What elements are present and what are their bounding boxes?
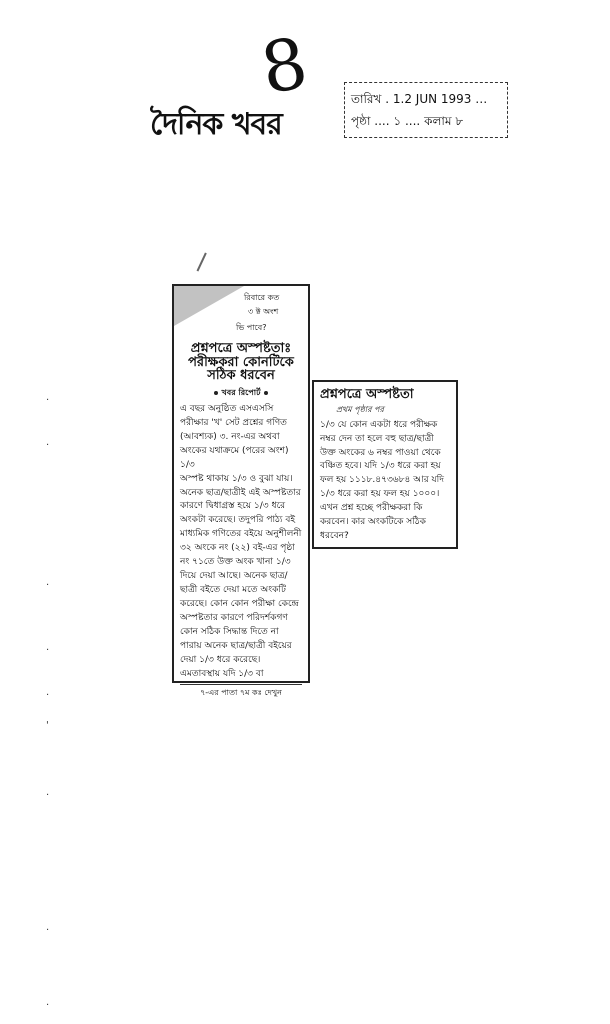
smudge-mark <box>197 253 220 278</box>
main-headline: প্রশ্নপত্রে অস্পষ্টতাঃ পরীক্ষকরা কোনটিকে সঠিক ধরবেন <box>188 341 294 384</box>
stamp-page-row: পৃষ্ঠা .... ১ .... কলাম ৮ <box>351 114 464 128</box>
continued-subhead: প্রথম পৃষ্ঠার পর <box>336 404 384 414</box>
continued-note: ৭-এর পাতা ৭ম কঃ দেখুন <box>180 684 302 700</box>
folded-corner <box>174 286 244 326</box>
byline: খবর রিপোর্ট <box>180 387 302 400</box>
stamp-date-label: তারিখ <box>351 92 382 106</box>
stamp-column-label: কলাম <box>424 114 452 128</box>
handwritten-mark: 8 <box>255 21 314 111</box>
stamp-date-row: তারিখ . 1.2 JUN 1993 … <box>351 92 488 106</box>
stamp-page-label: পৃষ্ঠা <box>351 114 371 128</box>
archive-stamp <box>344 82 508 138</box>
newspaper-masthead: দৈনিক খবর <box>150 107 282 142</box>
top-fragment-2: ৩ ক্ট অংশ <box>248 307 279 316</box>
continued-headline: প্রশ্নপত্রে অস্পষ্টতা <box>320 387 414 402</box>
main-paragraph-1: এ বছর অনুষ্ঠিত এসএসসি পরীক্ষার 'খ' সেট প্রশ্নের গণিত (আবশ্যক) ৩. নং-এর অথবা অংকের যথাক্রমে (পরের অংশ) ১/৩ <box>180 403 289 470</box>
stamp-date-value: 1.2 JUN 1993 <box>392 92 472 106</box>
news-clipping-continued <box>312 380 458 549</box>
top-fragment-1: রিবারে কত <box>244 293 280 302</box>
continued-paragraph: ১/৩ যে কোন একটা ধরে পরীক্ষক নম্বর দেন তা হলে বহু ছাত্র/ছাত্রী উক্ত অংকের ৬ নম্বর পাওয়া থেকে বঞ্চিত হবে। যদি ১/৩ ধরে করা হয় ফল হয় ১১১৮.৪৭৩৬৮৪ আর যদি ১/৩ ধরে করা হয় ফল হয় ১০০০। এখন প্রশ্ন হচ্ছে পরীক্ষকরা কি করবেন। কার অংকটিকে সঠিক ধরবেন? <box>320 419 444 542</box>
stamp-page-value: ১ <box>393 114 402 128</box>
main-paragraph-2: অস্পষ্ট থাকায় ১/৩ ও বুঝা যায়। অনেক ছাত্র/ছাত্রীই এই অস্পষ্টতার কারণে দ্বিধাগ্রস্ত হয়ে ১/৩ ধরে অংকটা করেছে। তদুপরি পাঠ্য বই মাধ্যমিক গণিতের বইয়ে অনুশীলনী ৩২ অংকে নং (২২) বই-এর পৃষ্ঠা নং ৭১তে উক্ত অংক খানা ১/৩ দিয়ে দেয়া আছে। অনেক ছাত্র/ছাত্রী বইতে দেয়া মতে অংকটি করেছে। কোন কোন পরীক্ষা কেন্দ্রে অস্পষ্টতার কারণে পরিদর্শকগণ কোন সঠিক সিদ্ধান্ত দিতে না পারায় অনেক ছাত্র/ছাত্রী বইয়ের দেয়া ১/৩ ধরে করেছে। এমতাবস্থায় যদি ১/৩ বা <box>180 473 302 679</box>
news-clipping-main <box>172 284 310 697</box>
stamp-column-value: ৮ <box>455 114 464 128</box>
top-fragment-3: ভি পাবে? <box>236 323 267 332</box>
